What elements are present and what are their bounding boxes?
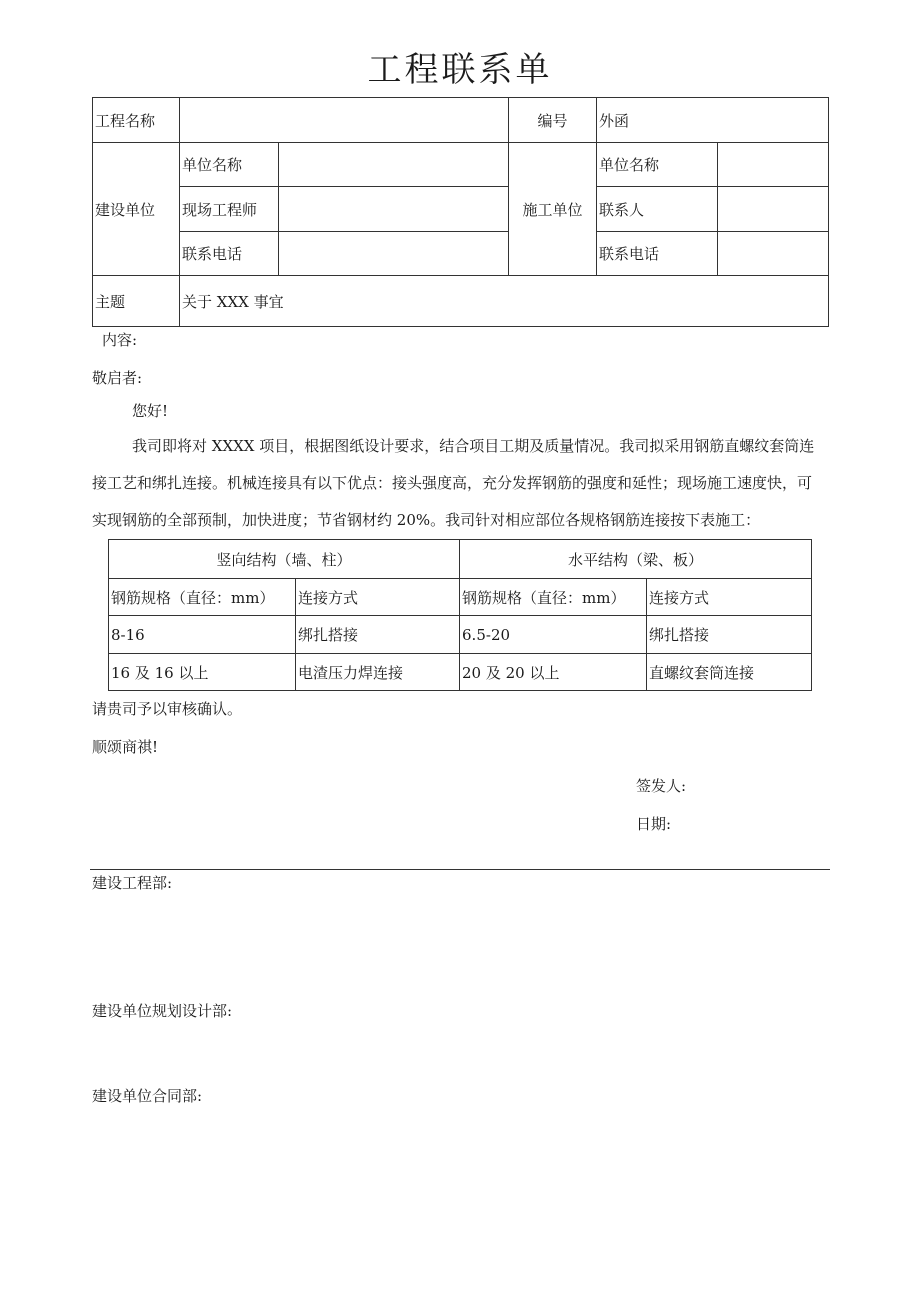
date-label: 日期:	[636, 815, 672, 833]
engineering-dept-label: 建设工程部:	[92, 874, 173, 892]
table-row	[93, 232, 829, 276]
regards-line: 顺颂商祺!	[92, 738, 159, 756]
horizontal-structure-header: 水平结构（梁、板）	[460, 540, 812, 579]
contractor-field-value[interactable]	[718, 232, 829, 276]
table-cell: 绑扎搭接	[647, 616, 812, 654]
planning-dept-label: 建设单位规划设计部:	[92, 1002, 233, 1020]
table-cell: 6.5-20	[460, 616, 647, 654]
page-title: 工程联系单	[367, 50, 553, 90]
body-paragraph	[92, 428, 832, 539]
table-row	[109, 540, 812, 579]
table-row	[93, 98, 829, 143]
contractor-field-label: 联系人	[597, 187, 718, 232]
owner-field-value[interactable]	[279, 187, 509, 232]
rebar-spec-table	[108, 539, 812, 691]
table-row	[93, 187, 829, 232]
number-label: 编号	[509, 98, 597, 143]
column-header: 钢筋规格（直径：mm）	[109, 579, 296, 616]
number-value[interactable]: 外函	[597, 98, 829, 143]
owner-field-value[interactable]	[279, 232, 509, 276]
owner-field-label: 单位名称	[180, 143, 279, 187]
column-header: 连接方式	[647, 579, 812, 616]
contractor-label: 施工单位	[509, 143, 597, 276]
table-row	[93, 276, 829, 327]
greeting: 您好!	[132, 402, 169, 420]
subject-label: 主题	[93, 276, 180, 327]
contractor-field-label: 联系电话	[597, 232, 718, 276]
signer-label: 签发人:	[636, 777, 687, 795]
table-row	[109, 579, 812, 616]
paragraph-line: 实现钢筋的全部预制，加快进度；节省钢材约 20%。我司针对相应部位各规格钢筋连接按下表施工：	[92, 511, 761, 529]
table-cell: 绑扎搭接	[296, 616, 460, 654]
content-label: 内容:	[102, 331, 138, 349]
subject-value[interactable]: 关于 XXX 事宜	[180, 276, 829, 327]
project-name-value[interactable]	[180, 98, 509, 143]
column-header: 连接方式	[296, 579, 460, 616]
table-cell: 8-16	[109, 616, 296, 654]
contractor-field-value[interactable]	[718, 187, 829, 232]
table-cell: 20 及 20 以上	[460, 654, 647, 691]
project-name-label: 工程名称	[93, 98, 180, 143]
table-row	[109, 616, 812, 654]
paragraph-line: 接工艺和绑扎连接。机械连接具有以下优点：接头强度高，充分发挥钢筋的强度和延性；现场施工速度快，可	[92, 474, 813, 492]
divider	[90, 869, 830, 870]
column-header: 钢筋规格（直径：mm）	[460, 579, 647, 616]
owner-field-label: 联系电话	[180, 232, 279, 276]
table-row	[109, 654, 812, 691]
project-info-table	[92, 97, 829, 327]
request-line: 请贵司予以审核确认。	[92, 700, 243, 718]
salutation: 敬启者:	[92, 369, 143, 387]
contractor-field-label: 单位名称	[597, 143, 718, 187]
owner-field-value[interactable]	[279, 143, 509, 187]
contract-dept-label: 建设单位合同部:	[92, 1087, 203, 1105]
owner-label: 建设单位	[93, 143, 180, 276]
owner-field-label: 现场工程师	[180, 187, 279, 232]
contractor-field-value[interactable]	[718, 143, 829, 187]
vertical-structure-header: 竖向结构（墙、柱）	[109, 540, 460, 579]
paragraph-line: 我司即将对 XXXX 项目，根据图纸设计要求，结合项目工期及质量情况。我司拟采用钢筋直螺纹套筒连	[132, 437, 815, 455]
table-row	[93, 143, 829, 187]
table-cell: 16 及 16 以上	[109, 654, 296, 691]
table-cell: 直螺纹套筒连接	[647, 654, 812, 691]
table-cell: 电渣压力焊连接	[296, 654, 460, 691]
